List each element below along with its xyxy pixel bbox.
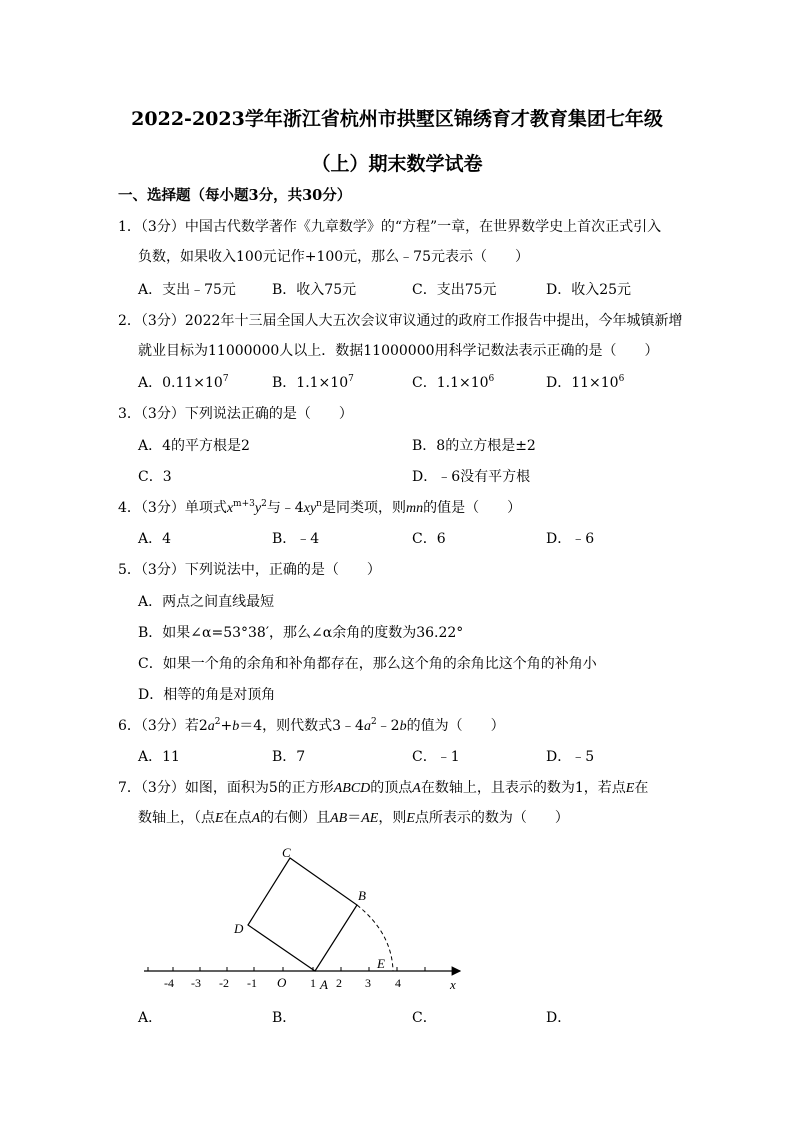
q6-a1: a [207,719,215,734]
q5-option-b[interactable]: B．如果∠α=53°38′，那么∠α余角的度数为36.22° [138,625,464,641]
q7-ab: AB [330,811,348,826]
label-c: C [282,845,291,860]
page-title-line1: 2022-2023学年浙江省杭州市拱墅区锦绣育才教育集团七年级 [131,108,663,130]
q1-line2: 负数，如果收入100元记作+100元，那么﹣75元表示（ ） [138,249,529,265]
q4-x: x [226,501,234,516]
q6-option-d[interactable]: D．﹣5 [546,749,595,765]
label-a: A [320,977,328,992]
q7-l1-mid: 的顶点 [370,780,413,796]
q7-e-label: E [625,781,635,796]
q7-e-label-3: E [406,811,415,826]
q7-l2-mid3: ，则 [378,810,407,826]
q7-l2-pre: 数轴上，（点 [138,810,215,826]
q7-l1-pre: 7．（3分）如图，面积为5的正方形 [118,780,334,796]
q2-option-a-exp: 7 [222,374,229,384]
q3-option-b[interactable]: B．8的立方根是±2 [412,438,536,454]
q7-option-c[interactable]: C． [412,1010,437,1026]
q4-end: 的值是（ ） [423,500,522,516]
label-e: E [377,956,385,971]
q4-option-b[interactable]: B．﹣4 [272,531,320,547]
q7-a-label-2: A [251,811,261,826]
q4-y: y [254,501,262,516]
q1-line1: 1．（3分）中国古代数学著作《九章数学》的“方程”一章，在世界数学史上首次正式引入 [118,219,662,235]
q2-option-c-text: C．1.1×10 [412,375,489,391]
q4-option-a[interactable]: A．4 [138,531,172,547]
q2-option-d[interactable] [546,373,624,393]
q4-xy: xy [303,501,317,516]
q6-exp2: 2 [370,717,377,727]
q3-option-d[interactable]: D．﹣6没有平方根 [412,469,531,485]
q2-option-b[interactable] [272,373,354,393]
section-heading: 一、选择题（每小题3分，共30分） [118,187,352,204]
q7-option-a[interactable]: A． [138,1010,163,1026]
q2-option-a[interactable] [138,373,229,393]
q4-option-c[interactable]: C．6 [412,531,446,547]
q7-line2 [138,808,569,829]
tick-label-3: 3 [365,976,371,990]
q5-option-a[interactable]: A．两点之间直线最短 [138,594,275,610]
q3-option-a[interactable]: A．4的平方根是2 [138,438,250,454]
tick-label-1: 1 [310,976,316,990]
tick-label-4: 4 [395,976,401,990]
q7-a-label: A [412,781,421,796]
q1-option-b[interactable]: B．收入75元 [272,282,357,298]
q1-option-c[interactable]: C．支出75元 [412,282,497,298]
q7-option-d[interactable]: D． [546,1010,572,1026]
label-b: B [358,888,366,903]
q7-l1-end: 在 [634,780,649,796]
q4-pre: 4．（3分）单项式 [118,500,227,516]
q2-option-b-text: B．1.1×10 [272,375,349,391]
q6-end: 的值为（ ） [406,718,505,734]
q2-option-c[interactable] [412,373,494,393]
q3-line1: 3．（3分）下列说法正确的是（ ） [118,406,353,422]
q7-figure [130,838,470,998]
q6-pre: 6．（3分）若2 [118,718,208,734]
q2-option-d-exp: 6 [618,374,625,384]
q6-option-c[interactable]: C．﹣1 [412,749,460,765]
q4-mn: mn [405,501,424,516]
q3-option-c[interactable]: C．3 [138,469,172,485]
q2-option-d-text: D．11×10 [546,375,619,391]
q6-exp1: 2 [214,717,221,727]
q6-b1: b [232,719,240,734]
q6-mid3: ﹣2 [376,718,400,734]
q4-m-exp: m+3 [233,499,255,509]
q4-mid: 与﹣4 [266,500,304,516]
q2-line1: 2．（3分）2022年十三届全国人大五次会议审议通过的政府工作报告中提出，今年城镇新增 [118,313,683,329]
square-abcd [248,858,357,971]
q7-l2-mid: 在点 [223,810,252,826]
q6-mid1: + [220,718,233,734]
q4-n-exp: n [316,499,322,509]
q7-e-label-2: E [215,811,224,826]
tick-label-2: 2 [336,976,342,990]
q2-option-c-exp: 6 [488,374,495,384]
q2-option-a-text: A．0.11×10 [138,375,223,391]
q4-two-exp: 2 [261,499,267,509]
page-title-line2: （上）期末数学试卷 [311,153,483,175]
q7-l2-mid2: 的右侧）且 [260,810,331,826]
tick-label-neg1: -1 [247,976,257,990]
q2-option-b-exp: 7 [348,374,354,384]
q4-line1 [118,498,521,519]
label-x: x [450,977,456,992]
q1-option-a[interactable]: A．支出﹣75元 [138,282,236,298]
q7-line1 [118,778,648,799]
q7-abcd: ABCD [333,781,371,796]
q5-option-c[interactable]: C．如果一个角的余角和补角都存在，那么这个角的余角比这个角的补角小 [138,656,597,672]
tick-label-neg3: -3 [191,976,201,990]
q7-option-b[interactable]: B． [272,1010,297,1026]
q5-option-d[interactable]: D．相等的角是对顶角 [138,687,276,703]
label-o: O [277,975,287,990]
q5-line1: 5．（3分）下列说法中，正确的是（ ） [118,562,381,578]
q4-post: 是同类项，则 [321,500,406,516]
q6-option-a[interactable]: A．11 [138,749,180,765]
q7-l1-mid2: 在数轴上，且表示的数为1，若点 [420,780,626,796]
q7-eq: ＝ [347,810,362,826]
arc-b-to-e [357,905,393,971]
q2-line2: 就业目标为11000000人以上．数据11000000用科学记数法表示正确的是（ ） [138,343,659,359]
tick-label-neg2: -2 [219,976,229,990]
q6-b2: b [399,719,407,734]
q1-option-d[interactable]: D．收入25元 [546,282,632,298]
tick-label-neg4: -4 [164,976,174,990]
q6-line1 [118,716,505,737]
q7-l2-end: 点所表示的数为（ ） [414,810,569,826]
q6-option-b[interactable]: B．7 [272,749,306,765]
q7-ae: AE [361,811,379,826]
q6-a2: a [363,719,371,734]
q6-mid2: ＝4，则代数式3﹣4 [239,718,364,734]
label-d: D [234,921,244,936]
q4-option-d[interactable]: D．﹣6 [546,531,595,547]
